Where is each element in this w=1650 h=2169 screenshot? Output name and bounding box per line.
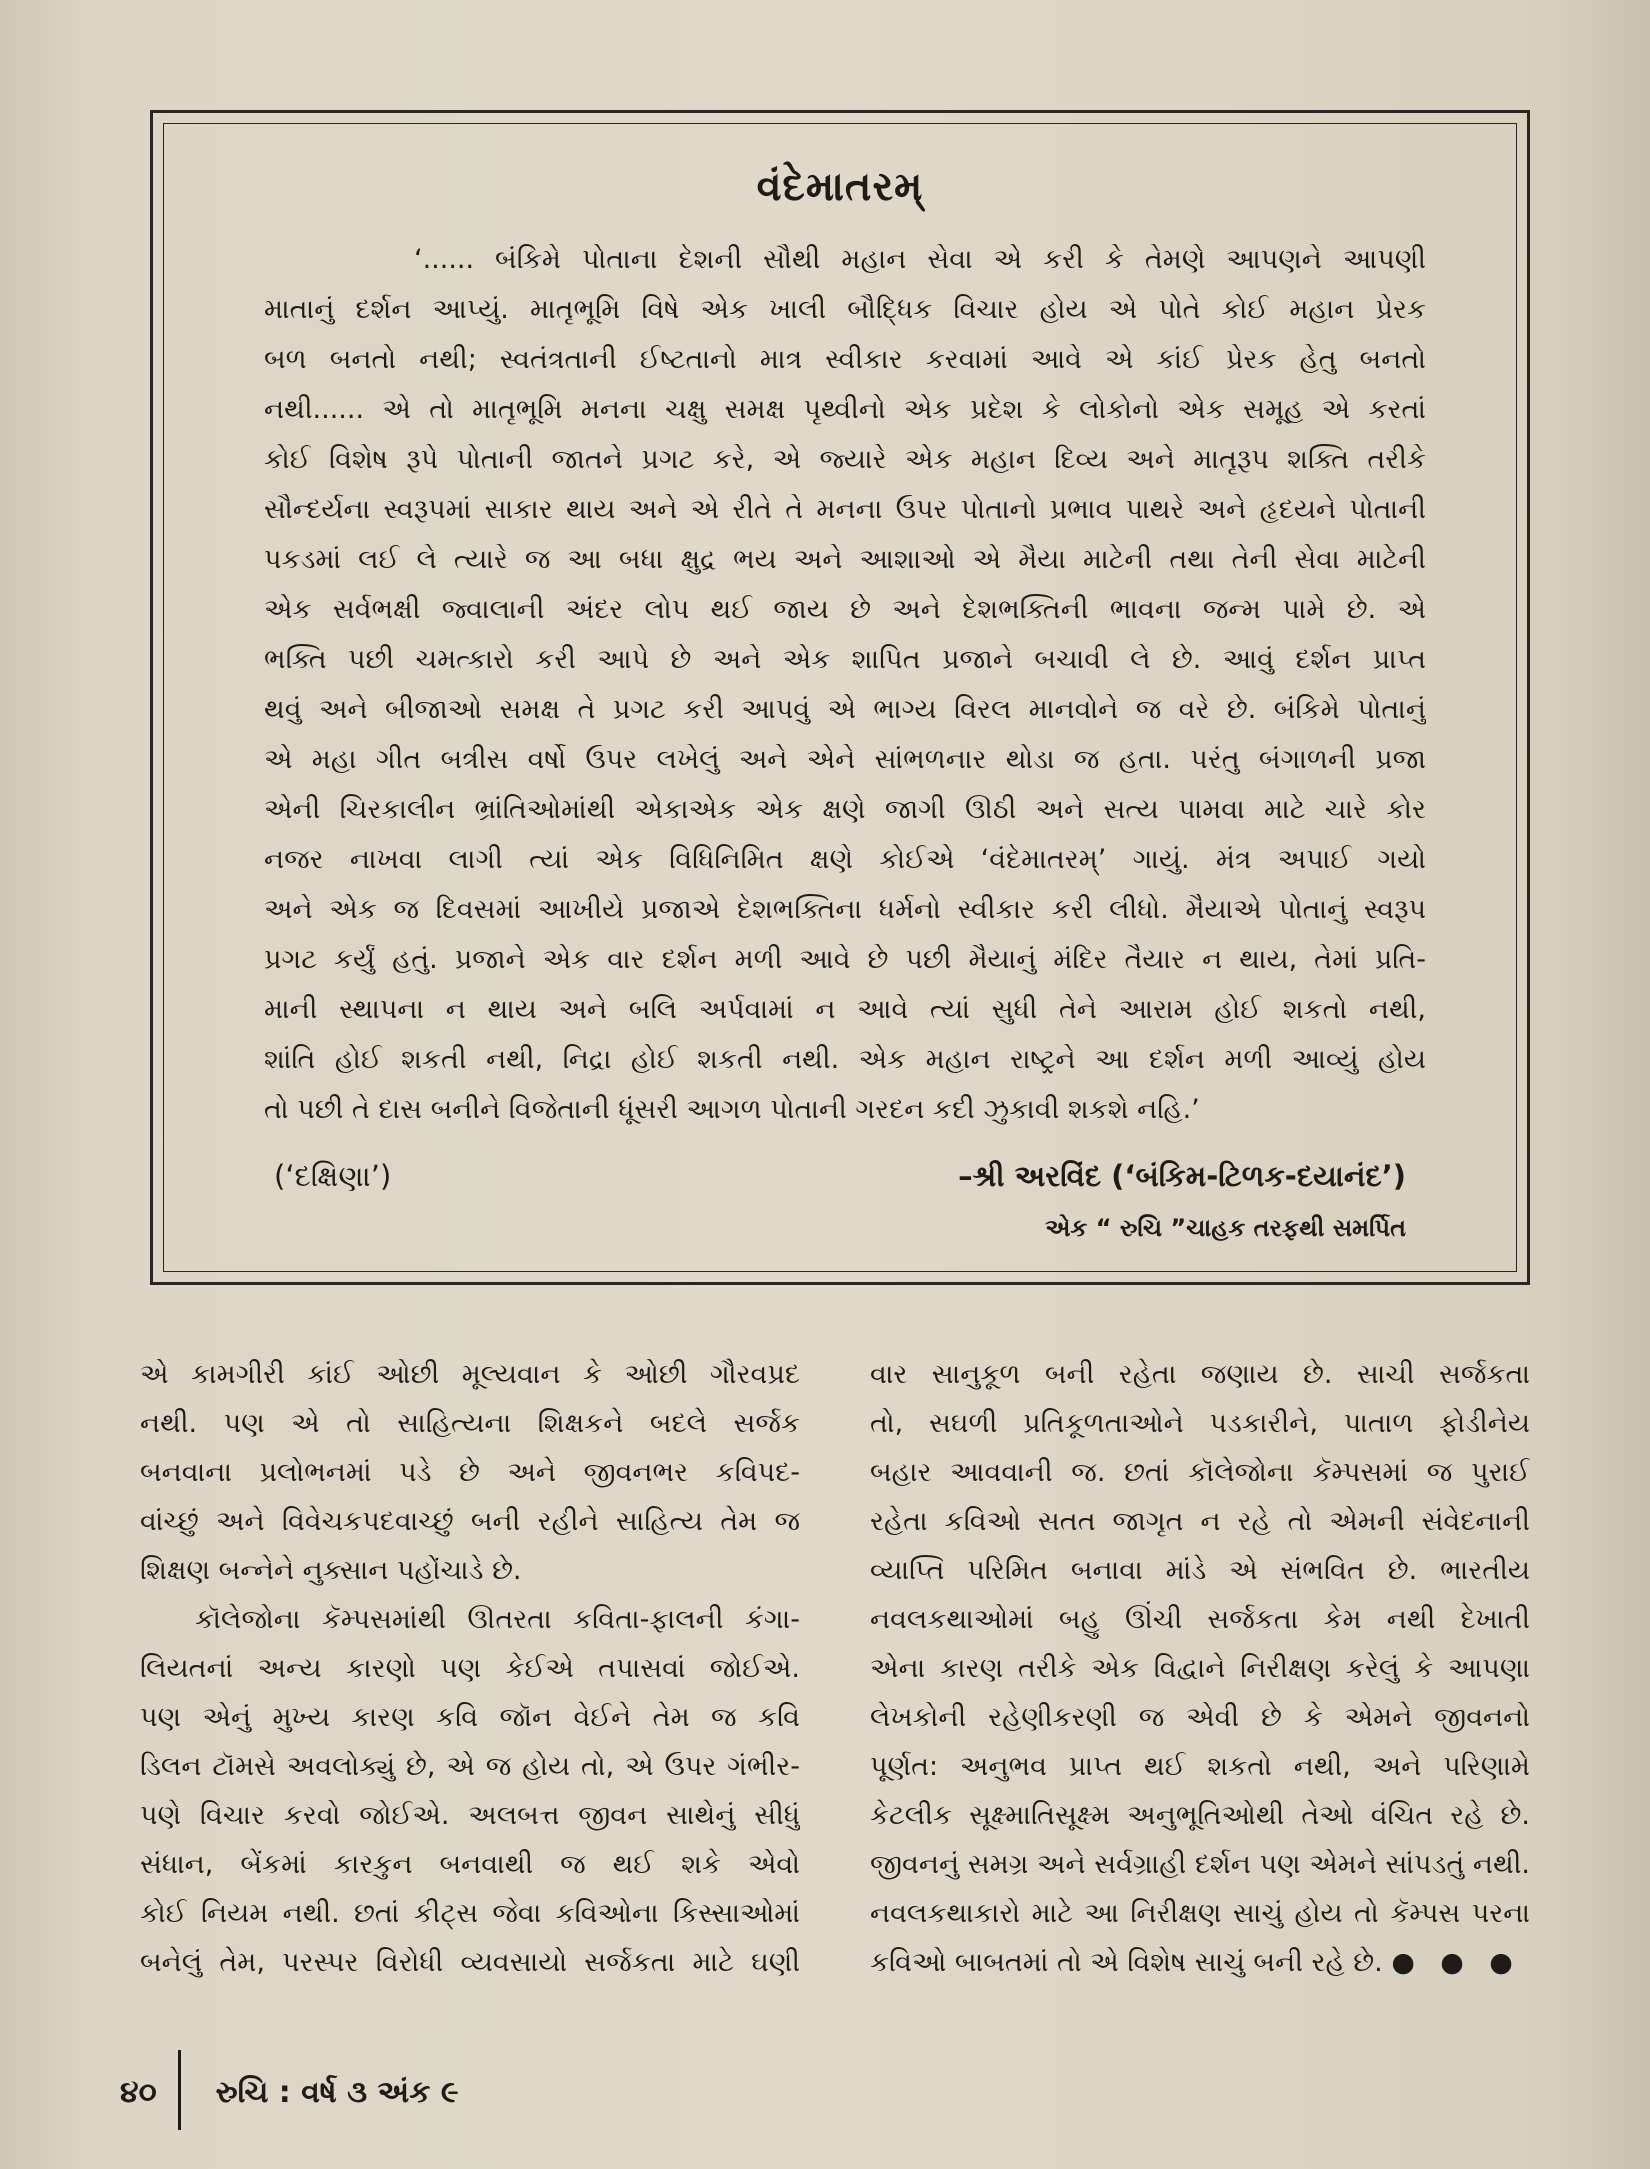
column-line: પૂર્ણત: અનુભવ પ્રાપ્ત થઈ શકતો નથી, અને પરિણામે xyxy=(870,1751,1530,1782)
end-mark: ● ● ● xyxy=(1391,1947,1521,1978)
column-line: પણે વિચાર કરવો જોઈએ. અલબત્ત જીવન સાથેનું સીધું xyxy=(140,1800,800,1831)
source-citation: (‘દક્ષિણા’) xyxy=(274,1159,392,1193)
column-line: બનેલું તેમ, પરસ્પર વિરોધી વ્યવસાયો સર્જકતા માટે ઘણી xyxy=(140,1947,800,1978)
quote-box-inner-border xyxy=(163,123,1517,1272)
quote-line: નજર નાખવા લાગી ત્યાં એક વિધિનિમિત ક્ષણે કોઈએ ‘વંદેમાતરમ્’ ગાયું. મંત્ર અપાઈ ગયો xyxy=(264,844,1426,875)
column-line: બહાર આવવાની જ. છતાં કૉલેજોના કૅમ્પસમાં જ પુરાઈ xyxy=(870,1457,1530,1488)
quote-line: ભક્તિ પછી ચમત્કારો કરી આપે છે અને એક શાપિત પ્રજાને બચાવી લે છે. આવું દર્શન પ્રાપ્ત xyxy=(264,644,1426,675)
column-line: વાર સાનુકૂળ બની રહેતા જણાય છે. સાચી સર્જકતા xyxy=(870,1359,1530,1390)
quote-line: શાંતિ હોઈ શકતી નથી, નિદ્રા હોઈ શકતી નથી. એક મહાન રાષ્ટ્રને આ દર્શન મળી આવ્યું હોય xyxy=(264,1044,1426,1075)
quote-line: ‘...... બંકિમે પોતાના દેશની સૌથી મહાન સેવા એ કરી કે તેમણે આપણને આપણી xyxy=(414,244,1426,275)
column-last-line xyxy=(870,1938,1530,1987)
page-number: ૪૦ xyxy=(120,2075,157,2110)
column-line: નવલકથાઓમાં બહુ ઊંચી સર્જકતા કેમ નથી દેખાતી xyxy=(870,1604,1530,1635)
column-line: જીવનનું સમગ્ર અને સર્વગ્રાહી દર્શન પણ એમને સાંપડતું નથી. xyxy=(870,1849,1530,1880)
column-line: લેખકોની રહેણીકરણી જ એવી છે કે એમને જીવનનો xyxy=(870,1702,1530,1733)
quote-line: પ્રગટ કર્યું હતું. પ્રજાને એક વાર દર્શન મળી આવે છે પછી મૈયાનું મંદિર તૈયાર ન થાય, તેમાં પ્રતિ- xyxy=(264,944,1426,975)
dedication-line: એક “ રુચિ ”ચાહક તરફથી સમર્પિત xyxy=(1045,1214,1406,1242)
column-line: એ કામગીરી કાંઈ ઓછી મૂલ્યવાન કે ઓછી ગૌરવપ્રદ xyxy=(140,1359,800,1390)
quote-line: પકડમાં લઈ લે ત્યારે જ આ બધા ક્ષુદ્ર ભય અને આશાઓ એ મૈયા માટેની તથા તેની સેવા માટેની xyxy=(264,544,1426,575)
quote-line: નથી...... એ તો માતૃભૂમિ મનના ચક્ષુ સમક્ષ પૃથ્વીનો એક પ્રદેશ કે લોકોનો એક સમૂહ એ કરતાં xyxy=(264,394,1426,425)
box-title: વંદેમાતરમ્ xyxy=(756,164,924,210)
author-attribution: –શ્રી અરવિંદ (‘બંકિમ-ટિળક-દયાનંદ’) xyxy=(958,1159,1406,1193)
quote-line: એ મહા ગીત બત્રીસ વર્ષો ઉપર લખેલું અને એને સાંભળનાર થોડા જ હતા. પરંતુ બંગાળની પ્રજા xyxy=(264,744,1426,775)
quote-line: કોઈ વિશેષ રૂપે પોતાની જાતને પ્રગટ કરે, એ જ્યારે એક મહાન દિવ્ય અને માતૃરૂપ શક્તિ તરીકે xyxy=(264,444,1426,475)
column-line: ડિલન ટૉમસે અવલોક્યું છે, એ જ હોય તો, એ ઉપર ગંભીર- xyxy=(140,1751,800,1782)
column-line: કોઈ નિયમ નથી. છતાં કીટ્સ જેવા કવિઓના કિસ્સાઓમાં xyxy=(140,1898,800,1929)
quote-line: એક સર્વભક્ષી જ્વાલાની અંદર લોપ થઈ જાય છે અને દેશભક્તિની ભાવના જન્મ પામે છે. એ xyxy=(264,594,1426,625)
column-line: બનવાના પ્રલોભનમાં પડે છે અને જીવનભર કવિપદ- xyxy=(140,1457,800,1488)
column-line: લિયતનાં અન્ય કારણો પણ કેઈએ તપાસવાં જોઈએ. xyxy=(140,1653,800,1684)
quote-box xyxy=(150,110,1530,1285)
quote-line: માની સ્થાપના ન થાય અને બલિ અર્પવામાં ન આવે ત્યાં સુધી તેને આરામ હોઈ શકતો નથી, xyxy=(264,994,1426,1025)
quote-line: તો પછી તે દાસ બનીને વિજેતાની ધૂંસરી આગળ પોતાની ગરદન કદી ઝુકાવી શકશે નહિ.’ xyxy=(264,1094,1200,1125)
quote-line: બળ બનતો નથી; સ્વતંત્રતાની ઈષ્ટતાનો માત્ર સ્વીકાર કરવામાં આવે એ કાંઈ પ્રેરક હેતુ બનતો xyxy=(264,344,1426,375)
quote-line: માતાનું દર્શન આપ્યું. માતૃભૂમિ વિષે એક ખાલી બૌદ્ધિક વિચાર હોય એ પોતે કોઈ મહાન પ્રેરક xyxy=(264,294,1426,325)
page-footer xyxy=(120,2075,459,2110)
journal-issue: રુચિ : વર્ષ ૩ અંક ૯ xyxy=(215,2075,459,2110)
column-line: એના કારણ તરીકે એક વિદ્વાને નિરીક્ષણ કરેલું કે આપણા xyxy=(870,1653,1530,1684)
column-line: વ્યાપ્તિ પરિમિત બનાવા માંડે એ સંભવિત છે. ભારતીય xyxy=(870,1555,1530,1586)
quote-line: થવું અને બીજાઓ સમક્ષ તે પ્રગટ કરી આપવું એ ભાગ્ય વિરલ માનવોને જ વરે છે. બંકિમે પોતાનું xyxy=(264,694,1426,725)
column-line: તો, સઘળી પ્રતિકૂળતાઓને પડકારીને, પાતાળ ફોડીનેય xyxy=(870,1408,1530,1439)
column-line: વાંચ્છું અને વિવેચકપદવાચ્છું બની રહીને સાહિત્ય તેમ જ xyxy=(140,1506,800,1537)
column-line: કૉલેજોના કૅમ્પસમાંથી ઊતરતા કવિતા-ફાલની કંગા- xyxy=(195,1604,800,1635)
quote-line: અને એક જ દિવસમાં આખીયે પ્રજાએ દેશભક્તિના ધર્મનો સ્વીકાર કરી લીધો. મૈયાએ પોતાનું સ્વરૂપ xyxy=(264,894,1426,925)
column-line: કેટલીક સૂક્ષ્માતિસૂક્ષ્મ અનુભૂતિઓથી તેઓ વંચિત રહે છે. xyxy=(870,1800,1530,1831)
left-column xyxy=(140,1350,800,1987)
quote-line: એની ચિરકાલીન ભ્રાંતિઓમાંથી એકાએક એક ક્ષણે જાગી ઊઠી અને સત્ય પામવા માટે ચારે કોર xyxy=(264,794,1426,825)
column-line-text: કવિઓ બાબતમાં તો એ વિશેષ સાચું બની રહે છે. xyxy=(870,1947,1383,1978)
column-line: નથી. પણ એ તો સાહિત્યના શિક્ષકને બદલે સર્જક xyxy=(140,1408,800,1439)
column-line: સંધાન, બેંકમાં કારકુન બનવાથી જ થઈ શકે એવો xyxy=(140,1849,800,1880)
column-line: શિક્ષણ બન્નેને નુક્સાન પહોંચાડે છે. xyxy=(140,1555,522,1586)
column-line: રહેતા કવિઓ સતત જાગૃત ન રહે તો એમની સંવેદનાની xyxy=(870,1506,1530,1537)
right-column xyxy=(870,1350,1530,1987)
quote-line: સૌન્દર્યના સ્વરૂપમાં સાકાર થાય અને એ રીતે તે મનના ઉપર પોતાનો પ્રભાવ પાથરે અને હૃદયને પોતાની xyxy=(264,494,1426,525)
column-line: પણ એનું મુખ્ય કારણ કવિ જૉન વેઈને તેમ જ કવિ xyxy=(140,1702,800,1733)
column-line: નવલકથાકારો માટે આ નિરીક્ષણ સાચું હોય તો કૅમ્પસ પરના xyxy=(870,1898,1530,1929)
